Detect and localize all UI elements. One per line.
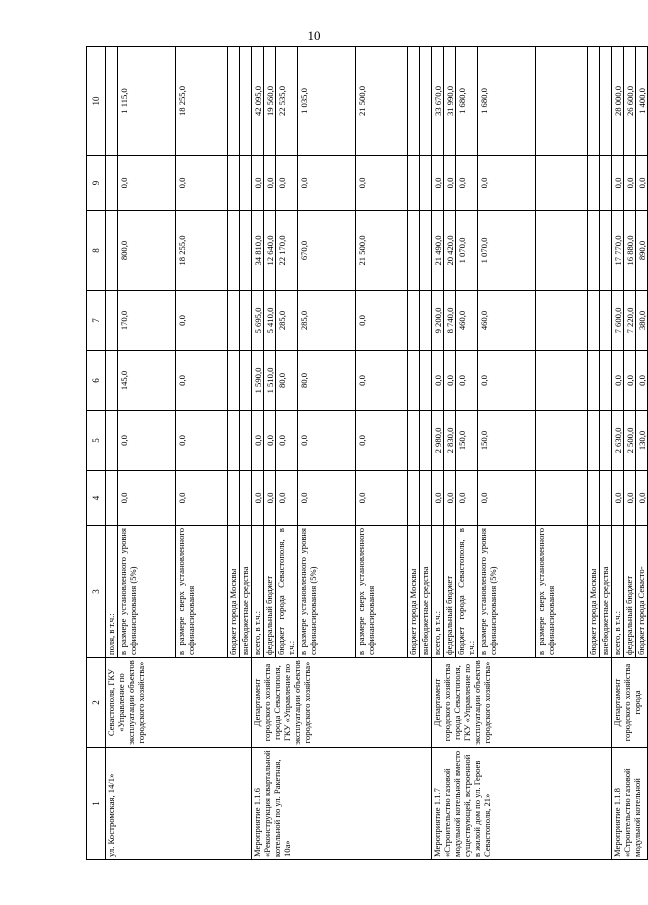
value-cell: 145,0 [118, 351, 176, 411]
source-label-cell: федеральный бюджет [264, 526, 276, 658]
value-cell [588, 211, 600, 291]
value-cell: 7 600,0 [612, 291, 624, 351]
value-cell: 0,0 [612, 471, 624, 526]
source-label-cell: внебюджетные средства [600, 526, 612, 658]
value-cell: 20 420,0 [444, 211, 456, 291]
value-cell: 0,0 [176, 291, 228, 351]
value-cell: 1 070,0 [478, 211, 536, 291]
value-cell: 17 770,0 [612, 211, 624, 291]
value-cell: 1 510,0 [264, 351, 276, 411]
value-cell: 380,0 [636, 291, 648, 351]
value-cell: 21 500,0 [356, 211, 408, 291]
value-cell: 285,0 [298, 291, 356, 351]
value-cell: 0,0 [444, 351, 456, 411]
value-cell: 0,0 [478, 471, 536, 526]
source-label-cell: всего, в т.ч.: [612, 526, 624, 658]
value-cell [600, 291, 612, 351]
value-cell: 0,0 [612, 156, 624, 211]
value-cell [600, 211, 612, 291]
measure-name-cell: Мероприятие 1.1.6 «Реконструкция квартальной котельной по ул. Ракетная, 10а» [252, 748, 432, 860]
value-cell [536, 47, 588, 156]
measure-name-cell: Мероприятие 1.1.8 «Строительство газовой модульной котельной [612, 748, 648, 860]
value-cell [240, 47, 252, 156]
value-cell: 170,0 [118, 291, 176, 351]
value-cell: 1 115,0 [118, 47, 176, 156]
value-cell [588, 471, 600, 526]
table-row [252, 47, 264, 860]
value-cell [228, 211, 240, 291]
header-cell: 10 [87, 47, 106, 156]
value-cell [240, 471, 252, 526]
value-cell [106, 156, 118, 211]
value-cell [106, 211, 118, 291]
header-row [87, 47, 106, 860]
value-cell: 0,0 [176, 351, 228, 411]
value-cell [106, 471, 118, 526]
value-cell: 8 740,0 [444, 291, 456, 351]
value-cell: 0,0 [176, 156, 228, 211]
source-label-cell: поля, в т.ч.: [106, 526, 118, 658]
budget-table [86, 46, 648, 860]
value-cell: 2 830,0 [444, 411, 456, 471]
value-cell: 0,0 [432, 471, 444, 526]
value-cell [228, 47, 240, 156]
value-cell [240, 211, 252, 291]
value-cell [228, 471, 240, 526]
value-cell [536, 211, 588, 291]
header-cell: 2 [87, 658, 106, 748]
value-cell: 28 000,0 [612, 47, 624, 156]
value-cell [408, 471, 420, 526]
table-row [612, 47, 624, 860]
measure-name-cell: ул. Костромская, 14/1» [106, 748, 252, 860]
table-row [432, 47, 444, 860]
value-cell [588, 156, 600, 211]
value-cell [588, 291, 600, 351]
value-cell: 0,0 [356, 291, 408, 351]
value-cell: 2 630,0 [612, 411, 624, 471]
value-cell: 12 640,0 [264, 211, 276, 291]
value-cell: 19 560,0 [264, 47, 276, 156]
value-cell: 0,0 [356, 351, 408, 411]
value-cell: 9 200,0 [432, 291, 444, 351]
value-cell [228, 351, 240, 411]
value-cell: 22 170,0 [276, 211, 298, 291]
value-cell [408, 411, 420, 471]
value-cell: 42 095,0 [252, 47, 264, 156]
source-label-cell: всего, в т.ч.: [252, 526, 264, 658]
value-cell: 0,0 [456, 156, 478, 211]
source-label-cell: бюджет города Севастополя, в т.ч.: [276, 526, 298, 658]
value-cell: 5 410,0 [264, 291, 276, 351]
value-cell: 0,0 [276, 471, 298, 526]
value-cell: 0,0 [636, 471, 648, 526]
value-cell [240, 156, 252, 211]
value-cell: 0,0 [624, 156, 636, 211]
value-cell: 31 990,0 [444, 47, 456, 156]
value-cell: 150,0 [478, 411, 536, 471]
value-cell: 0,0 [176, 471, 228, 526]
source-label-cell: бюджет города Москвы [408, 526, 420, 658]
value-cell: 80,0 [276, 351, 298, 411]
source-label-cell: в размере сверх установленного софинансирования [176, 526, 228, 658]
value-cell: 0,0 [456, 471, 478, 526]
value-cell [420, 351, 432, 411]
value-cell [408, 156, 420, 211]
value-cell [408, 291, 420, 351]
measure-name-cell: Мероприятие 1.1.7 «Строительство газовой модульной котельной вместо существующей, встроенной в жилой дом по ул. Героев Севастополя, 21» [432, 748, 612, 860]
header-cell: 5 [87, 411, 106, 471]
value-cell: 800,0 [118, 211, 176, 291]
value-cell [408, 351, 420, 411]
value-cell [240, 291, 252, 351]
rotated-table-container [86, 47, 647, 860]
value-cell [600, 156, 612, 211]
value-cell: 0,0 [298, 156, 356, 211]
value-cell: 1 680,0 [456, 47, 478, 156]
source-label-cell: в размере установленного уровня софинансирования (5%) [298, 526, 356, 658]
value-cell: 2 980,0 [432, 411, 444, 471]
value-cell: 1 070,0 [456, 211, 478, 291]
value-cell: 21 490,0 [432, 211, 444, 291]
value-cell [420, 411, 432, 471]
page-number: 10 [307, 28, 321, 43]
value-cell: 26 600,0 [624, 47, 636, 156]
value-cell [588, 411, 600, 471]
value-cell: 0,0 [356, 156, 408, 211]
value-cell: 0,0 [118, 156, 176, 211]
value-cell: 0,0 [252, 471, 264, 526]
value-cell: 0,0 [478, 351, 536, 411]
value-cell [600, 471, 612, 526]
value-cell: 0,0 [276, 411, 298, 471]
value-cell [228, 156, 240, 211]
value-cell: 0,0 [356, 411, 408, 471]
value-cell: 460,0 [456, 291, 478, 351]
value-cell: 0,0 [264, 471, 276, 526]
value-cell: 0,0 [298, 471, 356, 526]
value-cell: 0,0 [298, 411, 356, 471]
executor-cell: Департамент городского хозяйства города Севастополя, ГКУ «Управление по эксплуатации объектов городского хозяйства» [252, 658, 432, 748]
value-cell [536, 156, 588, 211]
header-cell: 6 [87, 351, 106, 411]
value-cell: 130,0 [636, 411, 648, 471]
value-cell: 0,0 [478, 156, 536, 211]
executor-cell: Департамент городского хозяйства города [612, 658, 648, 748]
value-cell [228, 291, 240, 351]
value-cell: 18 255,0 [176, 47, 228, 156]
source-label-cell: в размере сверх установленного софинансирования [356, 526, 408, 658]
value-cell [228, 411, 240, 471]
value-cell: 2 500,0 [624, 411, 636, 471]
value-cell: 0,0 [432, 156, 444, 211]
value-cell: 0,0 [636, 156, 648, 211]
header-cell: 9 [87, 156, 106, 211]
value-cell [600, 47, 612, 156]
value-cell: 0,0 [636, 351, 648, 411]
value-cell: 0,0 [356, 471, 408, 526]
value-cell: 0,0 [264, 411, 276, 471]
value-cell: 0,0 [118, 411, 176, 471]
header-cell: 3 [87, 526, 106, 658]
value-cell: 890,0 [636, 211, 648, 291]
value-cell: 1 590,0 [252, 351, 264, 411]
source-label-cell: в размере сверх установленного софинансирования [536, 526, 588, 658]
value-cell: 0,0 [176, 411, 228, 471]
value-cell [240, 411, 252, 471]
value-cell: 0,0 [456, 351, 478, 411]
value-cell: 150,0 [456, 411, 478, 471]
source-label-cell: федеральный бюджет [624, 526, 636, 658]
source-label-cell: в размере установленного уровня софинансирования (5%) [118, 526, 176, 658]
value-cell [536, 411, 588, 471]
value-cell: 0,0 [444, 156, 456, 211]
value-cell [420, 47, 432, 156]
value-cell [106, 351, 118, 411]
value-cell: 22 535,0 [276, 47, 298, 156]
value-cell [420, 291, 432, 351]
source-label-cell: бюджет города Москвы [228, 526, 240, 658]
source-label-cell: внебюджетные средства [240, 526, 252, 658]
source-label-cell: всего, в т.ч.: [432, 526, 444, 658]
value-cell [106, 47, 118, 156]
value-cell: 0,0 [264, 156, 276, 211]
executor-cell: Севастополя, ГКУ «Управление по эксплуатации объектов городского хозяйства» [106, 658, 252, 748]
table-row [106, 47, 118, 860]
value-cell: 0,0 [432, 351, 444, 411]
value-cell: 5 695,0 [252, 291, 264, 351]
executor-cell: Департамент городского хозяйства города Севастополя, ГКУ «Управление по эксплуатации объектов городского хозяйства» [432, 658, 612, 748]
value-cell: 0,0 [624, 351, 636, 411]
value-cell: 0,0 [276, 156, 298, 211]
value-cell: 670,0 [298, 211, 356, 291]
value-cell [420, 471, 432, 526]
source-label-cell: федеральный бюджет [444, 526, 456, 658]
value-cell: 0,0 [612, 351, 624, 411]
value-cell: 21 500,0 [356, 47, 408, 156]
value-cell: 1 680,0 [478, 47, 536, 156]
source-label-cell: бюджет города Москвы [588, 526, 600, 658]
value-cell [588, 351, 600, 411]
header-cell: 8 [87, 211, 106, 291]
value-cell: 33 670,0 [432, 47, 444, 156]
value-cell [420, 211, 432, 291]
source-label-cell: внебюджетные средства [420, 526, 432, 658]
value-cell: 1 400,0 [636, 47, 648, 156]
value-cell: 0,0 [252, 411, 264, 471]
value-cell [600, 351, 612, 411]
value-cell: 34 810,0 [252, 211, 264, 291]
value-cell [106, 411, 118, 471]
value-cell: 0,0 [444, 471, 456, 526]
header-cell: 4 [87, 471, 106, 526]
value-cell: 1 035,0 [298, 47, 356, 156]
value-cell: 0,0 [118, 471, 176, 526]
value-cell: 7 220,0 [624, 291, 636, 351]
value-cell: 18 255,0 [176, 211, 228, 291]
source-label-cell: в размере установленного уровня софинансирования (5%) [478, 526, 536, 658]
value-cell: 0,0 [252, 156, 264, 211]
source-label-cell: бюджет города Севастополя, в т.ч.: [456, 526, 478, 658]
value-cell: 16 880,0 [624, 211, 636, 291]
value-cell [240, 351, 252, 411]
value-cell: 0,0 [624, 471, 636, 526]
value-cell: 460,0 [478, 291, 536, 351]
value-cell [536, 351, 588, 411]
header-cell: 1 [87, 748, 106, 860]
value-cell: 285,0 [276, 291, 298, 351]
value-cell [536, 471, 588, 526]
value-cell [536, 291, 588, 351]
source-label-cell: бюджет города Севасто- [636, 526, 648, 658]
header-cell: 7 [87, 291, 106, 351]
value-cell [420, 156, 432, 211]
value-cell [408, 47, 420, 156]
value-cell [408, 211, 420, 291]
value-cell [600, 411, 612, 471]
value-cell: 80,0 [298, 351, 356, 411]
value-cell [106, 291, 118, 351]
value-cell [588, 47, 600, 156]
